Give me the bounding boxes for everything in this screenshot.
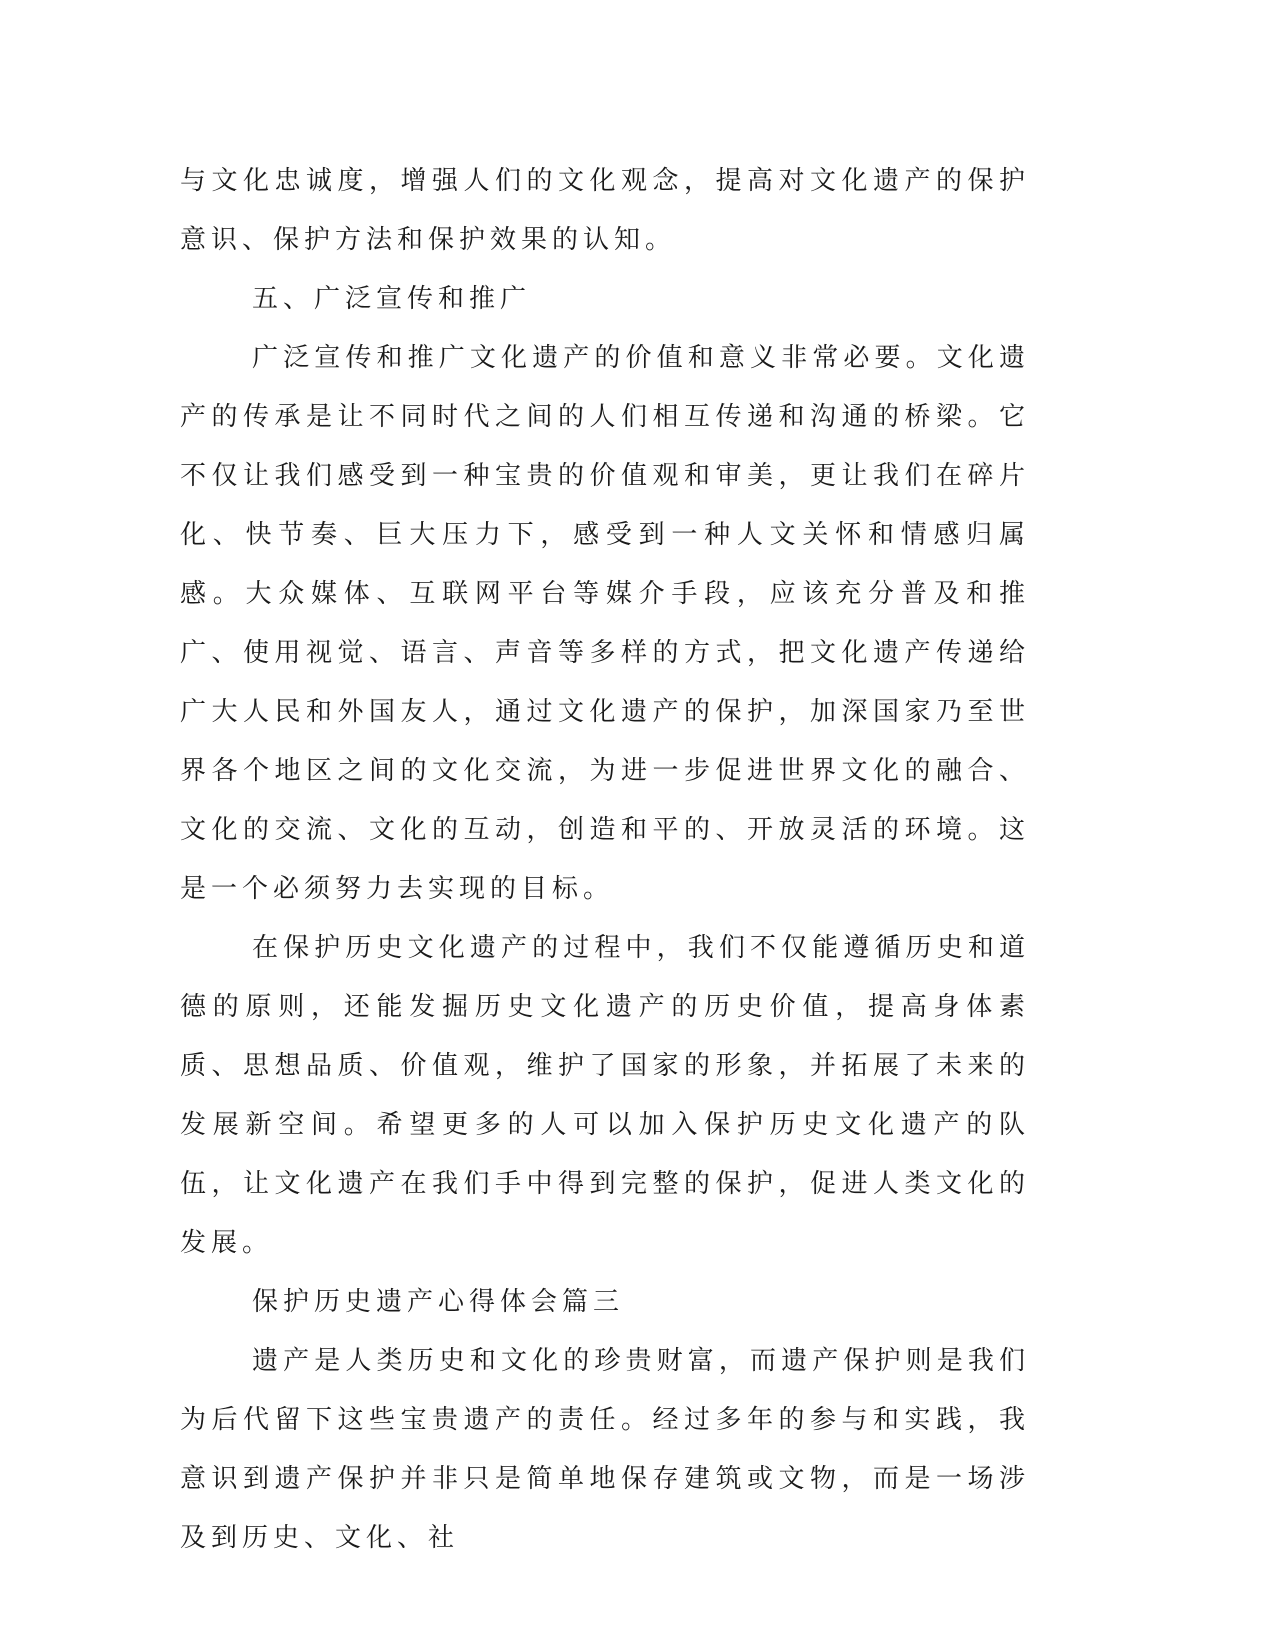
section-heading: 五、广泛宣传和推广 (252, 284, 532, 314)
paragraph-continuation: 与文化忠诚度，增强人们的文化观念，提高对文化遗产的保护意识、保护方法和保护效果的认知。 (180, 166, 1030, 255)
paragraph: 遗产是人类历史和文化的珍贵财富，而遗产保护则是我们为后代留下这些宝贵遗产的责任。经过多年的参与和实践，我意识到遗产保护并非只是简单地保存建筑或文物，而是一场涉及到历史、文化、社 (180, 1346, 1030, 1553)
paragraph: 在保护历史文化遗产的过程中，我们不仅能遵循历史和道德的原则，还能发掘历史文化遗产的历史价值，提高身体素质、思想品质、价值观，维护了国家的形象，并拓展了未来的发展新空间。希望更多的人可以加入保护历史文化遗产的队伍，让文化遗产在我们手中得到完整的保护，促进人类文化的发展。 (180, 933, 1030, 1258)
paragraph: 广泛宣传和推广文化遗产的价值和意义非常必要。文化遗产的传承是让不同时代之间的人们相互传递和沟通的桥梁。它不仅让我们感受到一种宝贵的价值观和审美，更让我们在碎片化、快节奏、巨大压力下，感受到一种人文关怀和情感归属感。大众媒体、互联网平台等媒介手段，应该充分普及和推广、使用视觉、语言、声音等多样的方式，把文化遗产传递给广大人民和外国友人，通过文化遗产的保护，加深国家乃至世界各个地区之间的文化交流，为进一步促进世界文化的融合、文化的交流、文化的互动，创造和平的、开放灵活的环境。这是一个必须努力去实现的目标。 (180, 343, 1030, 904)
article-title: 保护历史遗产心得体会篇三 (252, 1287, 625, 1317)
document-body (180, 152, 1030, 1568)
